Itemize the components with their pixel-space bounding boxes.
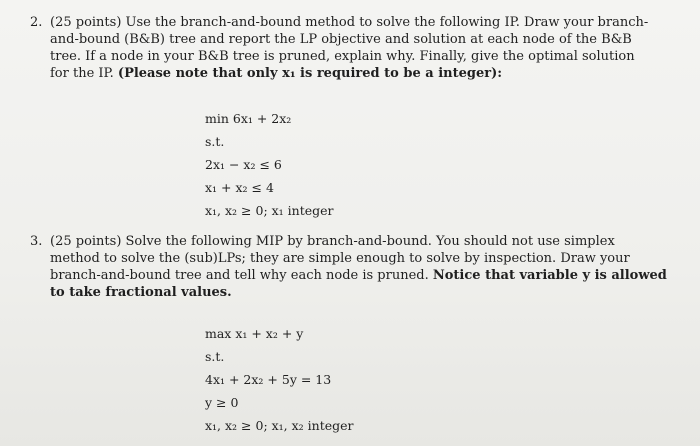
problem-3-line-2: method to solve the (sub)LPs; they are simple enough to solve by inspection. Draw your	[50, 251, 630, 266]
problem-3-line-3-start: branch-and-bound tree and tell why each node is pruned.	[50, 268, 433, 283]
constraint-2: x₁ + x₂ ≤ 4	[205, 180, 274, 195]
problem-2	[30, 14, 670, 82]
problem-2-text	[50, 14, 670, 82]
objective: min 6x₁ + 2x₂	[205, 111, 292, 126]
domain-constraint: x₁, x₂ ≥ 0; x₁ integer	[205, 203, 334, 218]
problem-2-note: (Please note that only x₁ is required to be a integer):	[117, 66, 503, 81]
constraint-2: y ≥ 0	[205, 395, 239, 410]
constraint-1: 2x₁ − x₂ ≤ 6	[205, 157, 282, 172]
problem-3-text	[50, 233, 670, 301]
subject-to: s.t.	[205, 134, 225, 149]
problem-3-formulation	[205, 325, 354, 440]
problem-3-note-2: to take fractional values.	[50, 285, 232, 300]
problem-2-line-1: (25 points) Use the branch-and-bound method to solve the following IP. Draw your branch-	[50, 15, 649, 30]
problem-3-line-3	[50, 267, 670, 284]
problem-2-number: 2.	[30, 15, 43, 30]
domain-constraint: x₁, x₂ ≥ 0; x₁, x₂ integer	[205, 418, 354, 433]
problem-3	[30, 233, 670, 301]
objective: max x₁ + x₂ + y	[205, 326, 304, 341]
problem-2-line-3: tree. If a node in your B&B tree is pruned, explain why. Finally, give the optimal solution	[50, 49, 635, 64]
problem-3-number: 3.	[30, 234, 43, 249]
problem-2-formulation	[205, 110, 334, 225]
problem-2-line-2: and-bound (B&B) tree and report the LP objective and solution at each node of the B&B	[50, 32, 632, 47]
problem-2-line-4-start: for the IP.	[50, 66, 118, 81]
subject-to: s.t.	[205, 349, 225, 364]
problem-3-line-1: (25 points) Solve the following MIP by branch-and-bound. You should not use simplex	[50, 234, 615, 249]
constraint-1: 4x₁ + 2x₂ + 5y = 13	[205, 372, 332, 387]
problem-2-line-4	[50, 65, 670, 82]
problem-3-note-1: Notice that variable y is allowed	[432, 268, 667, 283]
